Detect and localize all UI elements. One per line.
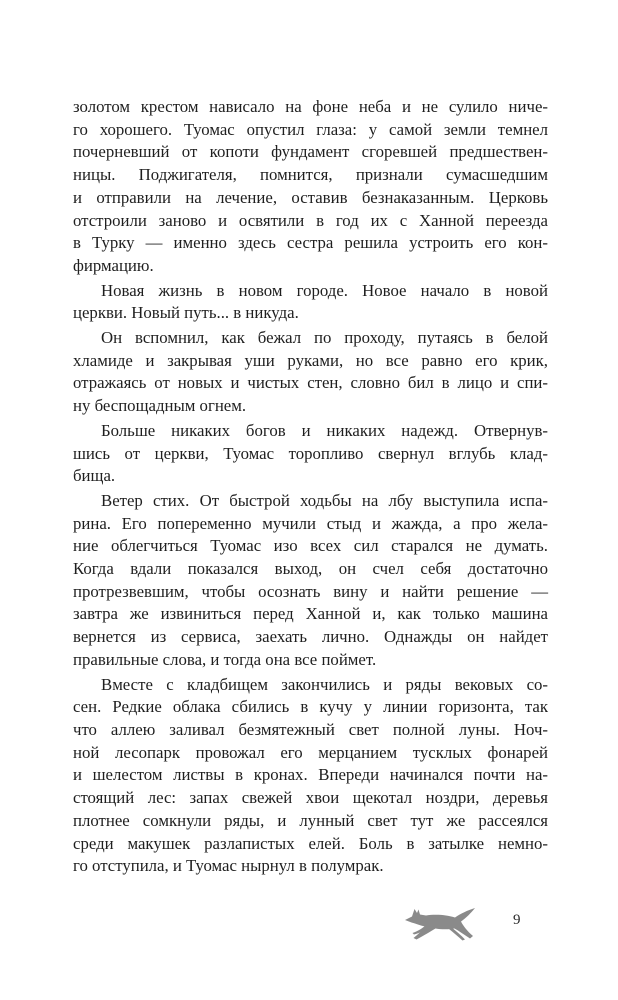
text-line: Он вспомнил, как бежал по проходу, путаясь в белой (101, 328, 548, 348)
text-line: ницы. Поджигателя, помнится, признали сумасшедшим (73, 165, 548, 185)
text-line: Ветер стих. От быстрой ходьбы на лбу выступила испа- (101, 490, 548, 510)
paragraph (73, 280, 548, 325)
text-line: го хорошего. Туомас опустил глаза: у самой земли темнел (73, 119, 548, 139)
paragraph (73, 674, 548, 878)
paragraph (73, 420, 548, 488)
text-line: церкви. Новый путь... в никуда. (73, 303, 299, 323)
paragraph (73, 490, 548, 672)
text-line: хламиде и закрывая уши руками, но все равно его крик, (73, 350, 548, 370)
page-number: 9 (513, 912, 521, 928)
text-line: стоящий лес: запах свежей хвои щекотал ноздри, деревья (73, 788, 548, 808)
text-line: бища. (73, 466, 116, 486)
text-line: вернется из сервиса, заехать лично. Однажды он найдет (73, 627, 548, 647)
text-line: шись от церкви, Туомас торопливо свернул вглубь клад- (73, 443, 548, 463)
body-text (73, 96, 548, 878)
text-line: Когда вдали показался выход, он счел себя достаточно (73, 559, 548, 579)
text-line: почерневший от копоти фундамент сгоревшей предшествен- (73, 142, 548, 162)
text-line: фирмацию. (73, 255, 154, 275)
text-line: что аллею заливал безмятежный свет полной луны. Ноч- (73, 719, 548, 739)
text-line: плотнее сомкнули ряды, и лунный свет тут же рассеялся (73, 810, 548, 830)
text-line: ной лесопарк провожал его мерцанием тусклых фонарей (73, 742, 548, 762)
text-line: Вместе с кладбищем закончились и ряды вековых со- (101, 674, 548, 694)
text-line: и отправили на лечение, оставив безнаказанным. Церковь (73, 187, 548, 207)
text-line: отражаясь от новых и чистых стен, словно бил в лицо и спи- (73, 373, 548, 393)
text-line: Новая жизнь в новом городе. Новое начало в новой (101, 280, 548, 300)
text-line: правильные слова, и тогда она все поймет. (73, 649, 377, 669)
wolf-silhouette (405, 908, 475, 940)
text-line: в Турку — именно здесь сестра решила устроить его кон- (73, 233, 548, 253)
text-line: ние облегчиться Туомас изо всех сил старался не думать. (73, 536, 548, 556)
text-line: Больше никаких богов и никаких надежд. Отвернув- (101, 420, 548, 440)
text-line: рина. Его попеременно мучили стыд и жажда, а про жела- (73, 513, 548, 533)
text-line: го отступила, и Туомас нырнул в полумрак. (73, 856, 384, 876)
text-line: протрезвевшим, чтобы осознать вину и найти решение — (73, 581, 548, 601)
text-line: среди макушек разлапистых елей. Боль в затылке немно- (73, 833, 548, 853)
paragraph (73, 327, 548, 418)
text-line: золотом крестом нависало на фоне неба и не сулило ниче- (73, 97, 548, 116)
running-wolf-icon (403, 907, 477, 941)
text-line: сен. Редкие облака сбились в кучу у линии горизонта, так (73, 697, 548, 717)
text-line: ну беспощадным огнем. (73, 396, 247, 416)
text-line: и шелестом листвы в кронах. Впереди начинался почти на- (73, 765, 548, 785)
text-line: отстроили заново и освятили в год их с Ханной переезда (73, 210, 548, 230)
text-line: завтра же извиниться перед Ханной и, как только машина (73, 604, 548, 624)
paragraph (73, 96, 548, 278)
